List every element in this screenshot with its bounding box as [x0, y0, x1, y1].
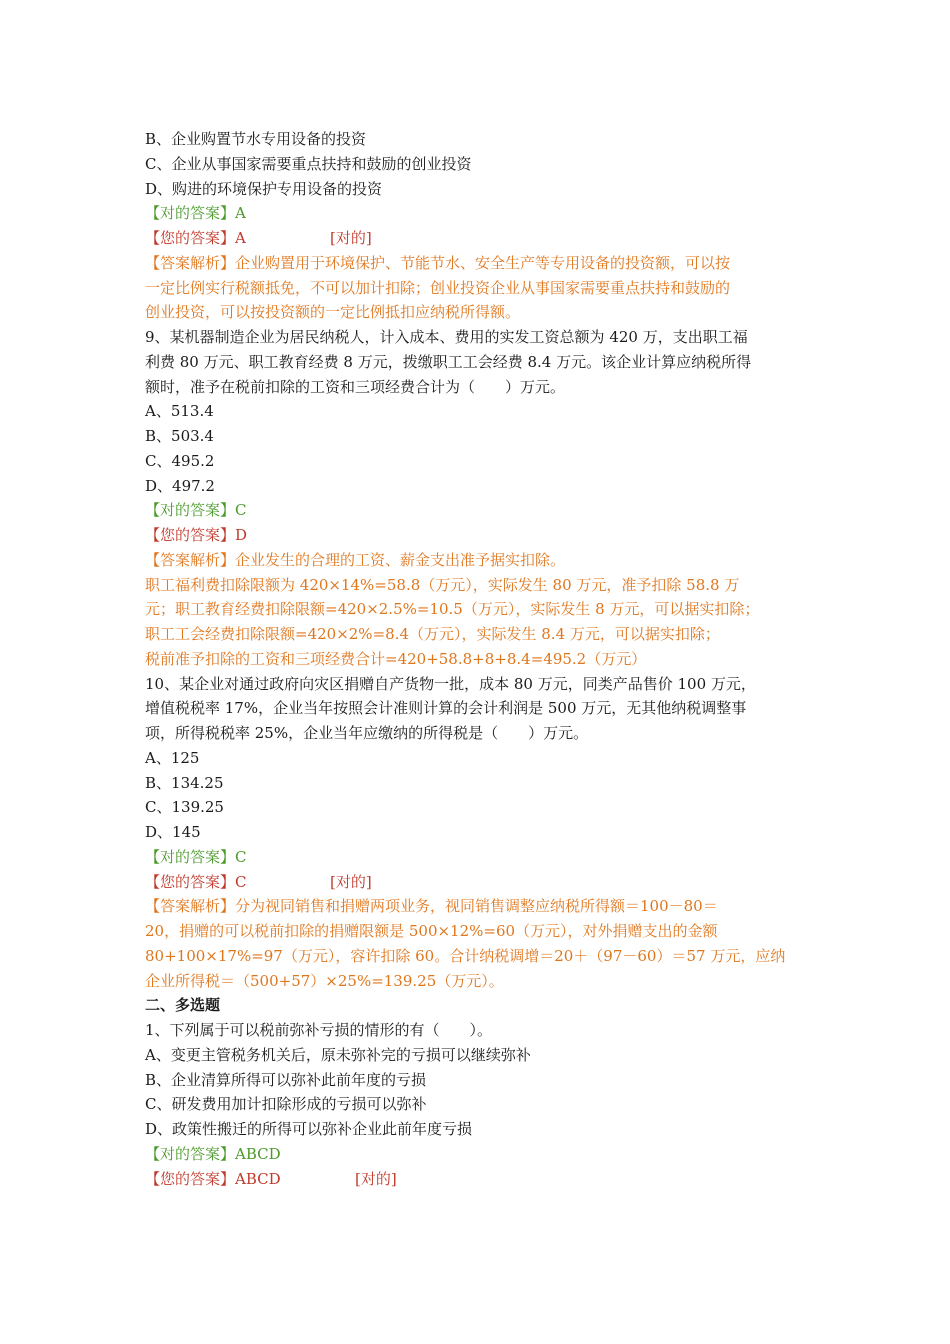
- body-text-line: [145, 724, 588, 742]
- body-text-line: [145, 1021, 492, 1039]
- your-answer-line: [145, 526, 247, 544]
- body-text-line: [145, 427, 214, 445]
- line-text: 二、多选题: [145, 996, 221, 1015]
- line-text: 【您的答案】A: [145, 229, 246, 247]
- body-text-line: [145, 378, 565, 396]
- line-text: 10、某企业对通过政府向灾区捐赠自产货物一批，成本 80 万元，同类产品售价 100 万元，: [145, 674, 756, 693]
- line-text: 增值税税率 17%，企业当年按照会计准则计算的会计利润是 500 万元，无其他纳税调整事: [145, 699, 747, 718]
- line-text: 税前准予扣除的工资和三项经费合计=420+58.8+8+8.4=495.2（万元）: [145, 649, 647, 668]
- answer-analysis-line: [145, 600, 759, 618]
- correct-tag: [对的]: [330, 872, 372, 891]
- answer-analysis-line: [145, 279, 730, 297]
- body-text-line: [145, 1046, 531, 1064]
- body-text-line: [145, 823, 201, 841]
- line-text: 【对的答案】A: [145, 204, 246, 223]
- your-answer-line: [145, 872, 372, 891]
- answer-analysis-line: [145, 576, 739, 594]
- correct-answer-line: [145, 1145, 281, 1163]
- body-text-line: [145, 328, 748, 346]
- answer-analysis-line: [145, 625, 720, 643]
- answer-analysis-line: [145, 650, 646, 668]
- body-text-line: [145, 130, 366, 148]
- answer-analysis-line: [145, 922, 718, 940]
- line-text: 【对的答案】ABCD: [145, 1144, 281, 1163]
- line-text: 1、下列属于可以税前弥补亏损的情形的有（ ）。: [145, 1021, 493, 1039]
- body-text-line: [145, 155, 471, 173]
- line-text: 【您的答案】C: [145, 872, 247, 891]
- answer-analysis-line: [145, 551, 565, 569]
- correct-answer-line: [145, 501, 246, 519]
- line-text: 9、某机器制造企业为居民纳税人，计入成本、费用的实发工资总额为 420 万，支出职工福: [145, 328, 748, 346]
- answer-analysis-line: [145, 254, 730, 272]
- line-text: 【您的答案】ABCD: [145, 1169, 281, 1188]
- line-text: 创业投资，可以按投资额的一定比例抵扣应纳税所得额。: [145, 303, 521, 322]
- line-text: 职工工会经费扣除限额=420×2%=8.4（万元），实际发生 8.4 万元，可以据实扣除；: [145, 625, 720, 643]
- line-text: D、497.2: [145, 476, 215, 495]
- line-text: 【您的答案】D: [145, 526, 248, 544]
- body-text-line: [145, 675, 756, 693]
- correct-tag: [对的]: [330, 229, 372, 247]
- answer-analysis-line: [145, 897, 718, 915]
- line-text: C、495.2: [145, 451, 215, 470]
- body-text-line: [145, 1095, 426, 1113]
- line-text: A、125: [145, 748, 200, 767]
- correct-answer-line: [145, 848, 246, 866]
- line-text: 职工福利费扣除限额为 420×14%=58.8（万元），实际发生 80 万元，准予扣除 58.8 万: [145, 575, 740, 594]
- answer-analysis-line: [145, 947, 785, 965]
- line-text: A、513.4: [145, 402, 214, 421]
- body-text-line: [145, 452, 214, 470]
- body-text-line: [145, 774, 224, 792]
- body-text-line: [145, 699, 746, 717]
- correct-answer-line: [145, 204, 246, 222]
- line-text: C、研发费用加计扣除形成的亏损可以弥补: [145, 1095, 427, 1114]
- line-text: C、139.25: [145, 798, 224, 817]
- line-text: 【答案解析】分为视同销售和捐赠两项业务，视同销售调整应纳税所得额＝100－80＝: [145, 897, 718, 916]
- body-text-line: [145, 749, 199, 767]
- line-text: 【答案解析】企业发生的合理的工资、薪金支出准予据实扣除。: [145, 550, 566, 569]
- section-heading: [145, 996, 220, 1014]
- line-text: B、企业清算所得可以弥补此前年度的亏损: [145, 1070, 427, 1089]
- line-text: 【对的答案】C: [145, 847, 247, 866]
- your-answer-line: [145, 1169, 397, 1188]
- line-text: B、503.4: [145, 427, 214, 445]
- answer-analysis-line: [145, 972, 504, 990]
- line-text: D、政策性搬迁的所得可以弥补企业此前年度亏损: [145, 1120, 473, 1138]
- body-text-line: [145, 798, 224, 816]
- line-text: 利费 80 万元、职工教育经费 8 万元，拨缴职工工会经费 8.4 万元。该企业计算应纳税所得: [145, 352, 752, 371]
- line-text: 项，所得税税率 25%，企业当年应缴纳的所得税是（ ）万元。: [145, 724, 589, 742]
- your-answer-line: [145, 229, 372, 247]
- line-text: 元；职工教育经费扣除限额=420×2.5%=10.5（万元），实际发生 8 万元，可以据实扣除；: [145, 600, 760, 619]
- line-text: B、企业购置节水专用设备的投资: [145, 130, 367, 148]
- body-text-line: [145, 1120, 472, 1138]
- line-text: A、变更主管税务机关后，原未弥补完的亏损可以继续弥补: [145, 1045, 531, 1064]
- correct-tag: [对的]: [355, 1169, 397, 1188]
- line-text: 企业所得税＝（500+57）×25%=139.25（万元）。: [145, 971, 504, 990]
- line-text: 20，捐赠的可以税前扣除的捐赠限额是 500×12%=60（万元），对外捐赠支出的金额: [145, 922, 718, 940]
- line-text: D、145: [145, 823, 201, 841]
- line-text: 【答案解析】企业购置用于环境保护、节能节水、安全生产等专用设备的投资额，可以按: [145, 253, 731, 272]
- body-text-line: [145, 477, 215, 495]
- answer-analysis-line: [145, 303, 520, 321]
- body-text-line: [145, 353, 751, 371]
- line-text: C、企业从事国家需要重点扶持和鼓励的创业投资: [145, 154, 472, 173]
- line-text: 额时，准予在税前扣除的工资和三项经费合计为（ ）万元。: [145, 377, 566, 396]
- line-text: 【对的答案】C: [145, 501, 247, 520]
- body-text-line: [145, 1071, 426, 1089]
- line-text: B、134.25: [145, 773, 224, 792]
- line-text: 80+100×17%=97（万元），容许扣除 60。合计纳税调增＝20＋（97－60）＝57 万元，应纳: [145, 946, 786, 965]
- line-text: 一定比例实行税额抵免，不可以加计扣除；创业投资企业从事国家需要重点扶持和鼓励的: [145, 278, 731, 297]
- body-text-line: [145, 402, 214, 420]
- body-text-line: [145, 180, 382, 198]
- line-text: D、购进的环境保护专用设备的投资: [145, 179, 383, 198]
